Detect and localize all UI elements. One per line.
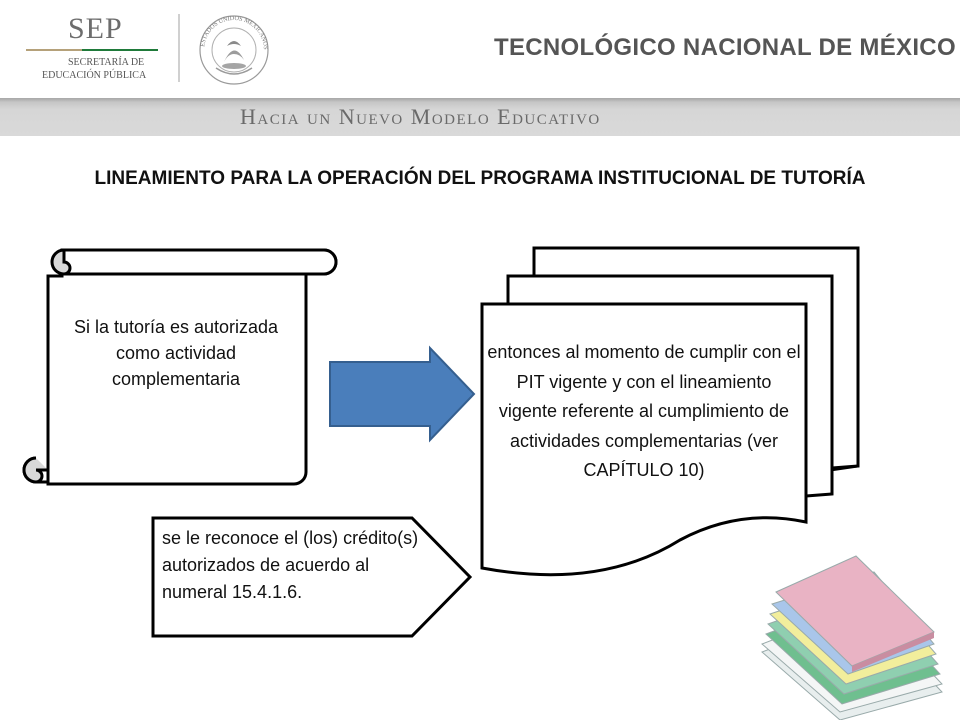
right-arrow-icon: [330, 348, 474, 440]
books-stack-icon: [756, 552, 946, 720]
scroll-text: Si la tutoría es autorizada como actividad complementaria: [73, 317, 279, 389]
banner-text: Hacia un Nuevo Modelo Educativo: [240, 104, 601, 129]
sep-subtitle-line1: SECRETARÍA DE: [68, 57, 145, 68]
pentagon-text: se le reconoce el (los) crédito(s) autorizados de acuerdo al numeral 15.4.1.6.: [162, 528, 419, 602]
sep-subtitle-line2: EDUCACIÓN PÚBLICA: [42, 70, 147, 81]
institution-name: TECNOLÓGICO NACIONAL DE MÉXICO: [494, 34, 956, 61]
slide-title: LINEAMIENTO PARA LA OPERACIÓN DEL PROGRAMA INSTITUCIONAL DE TUTORÍA: [94, 168, 866, 189]
document-text: entonces al momento de cumplir con el PIT vigente y con el lineamiento vigente referente al cumplimiento de actividades complementarias (ver CAPÍTULO 10): [487, 342, 801, 480]
sep-logo-word: SEP: [68, 12, 123, 45]
seal-label: ESTADOS UNIDOS MEXICANOS: [199, 14, 270, 50]
